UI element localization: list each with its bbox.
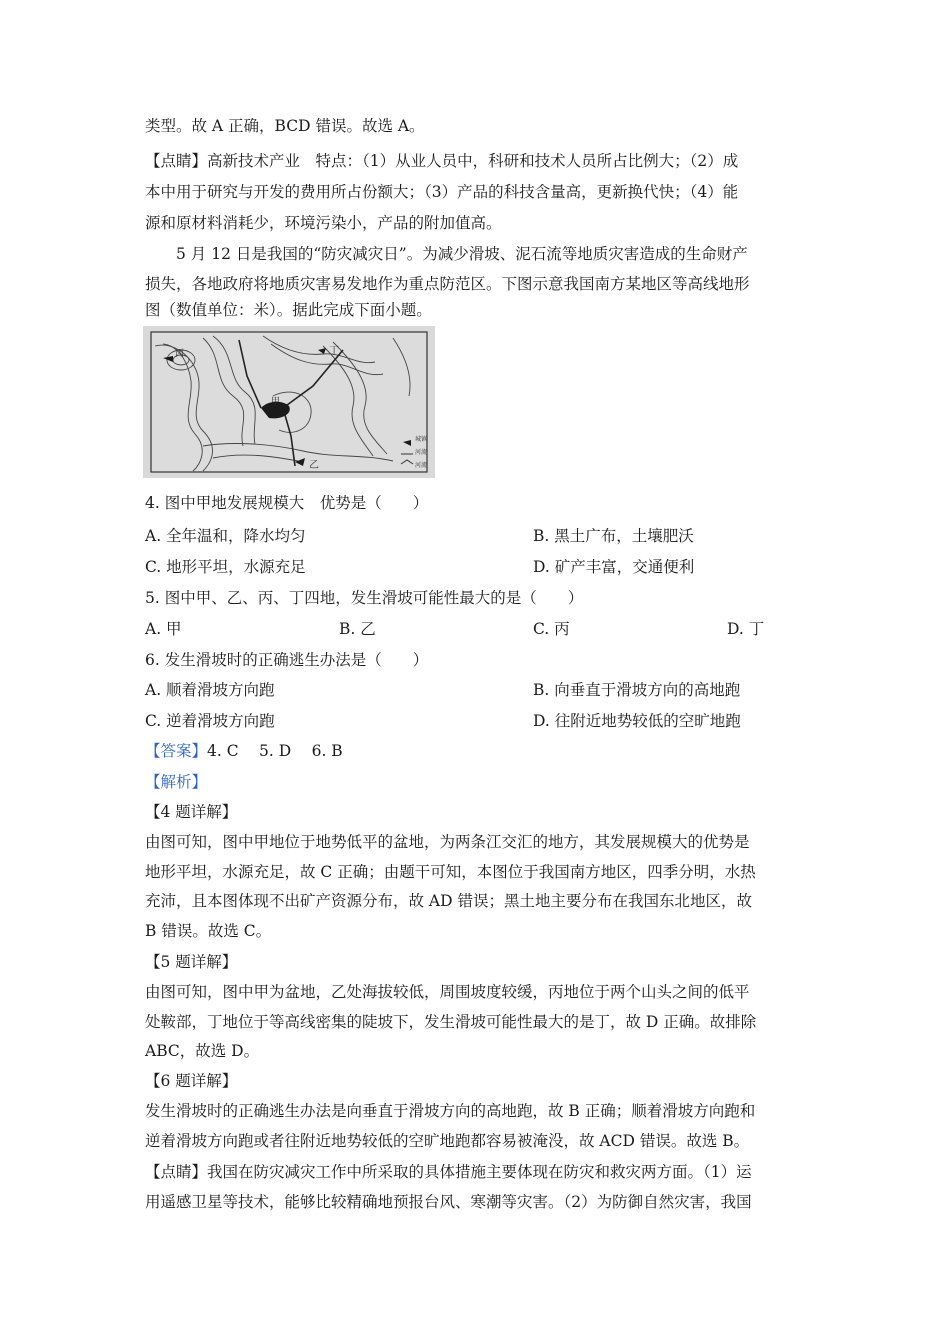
answer-line xyxy=(145,741,343,761)
question-4-stem: 4. 图中甲地发展规模大 优势是（ ） xyxy=(145,494,429,512)
intro-line: 5 月 12 日是我国的“防灾减灾日”。为减少滑坡、泥石流等地质灾害造成的生命财产 xyxy=(176,245,748,263)
map-label-bing: 丙 xyxy=(175,349,185,359)
detail-5-line: 由图可知，图中甲为盆地，乙处海拔较低，周围坡度较缓，丙地位于两个山头之间的低平 xyxy=(145,983,750,1001)
tip-line: 【点睛】我国在防灾减灾工作中所采取的具体措施主要体现在防灾和救灾两方面。（1）运 xyxy=(145,1163,752,1181)
detail-6-line: 发生滑坡时的正确逃生办法是向垂直于滑坡方向的高地跑，故 B 正确；顺着滑坡方向跑和 xyxy=(145,1102,756,1120)
detail-4-line: 由图可知，图中甲地位于地势低平的盆地，为两条江交汇的地方，其发展规模大的优势是 xyxy=(145,833,750,851)
text-line: 本中用于研究与开发的费用所占份额大；（3）产品的科技含量高，更新换代快；（4）能 xyxy=(145,183,739,201)
detail-6-heading: 【6 题详解】 xyxy=(145,1072,238,1090)
q6-option-c[interactable]: C. 逆着滑坡方向跑 xyxy=(145,712,275,730)
question-5-stem: 5. 图中甲、乙、丙、丁四地，发生滑坡可能性最大的是（ ） xyxy=(145,589,584,607)
detail-5-line: ABC，故选 D。 xyxy=(145,1042,260,1060)
detail-4-line: 充沛，且本图体现不出矿产资源分布，故 AD 错误；黑土地主要分布在我国东北地区，故 xyxy=(145,892,752,910)
map-label-ding: 丁 xyxy=(329,346,339,357)
detail-4-heading: 【4 题详解】 xyxy=(145,803,238,821)
map-legend-item: 河流 xyxy=(415,449,428,456)
q6-option-a[interactable]: A. 顺着滑坡方向跑 xyxy=(145,681,275,699)
detail-5-heading: 【5 题详解】 xyxy=(145,953,238,971)
text-line: 图（数值单位：米）。据此完成下面小题。 xyxy=(145,301,432,319)
q6-option-d[interactable]: D. 往附近地势较低的空旷地跑 xyxy=(533,712,741,730)
q6-option-b[interactable]: B. 向垂直于滑坡方向的高地跑 xyxy=(533,681,741,699)
detail-4-line: B 错误。故选 C。 xyxy=(145,922,272,940)
tip-line: 【点睛】高新技术产业 特点：（1）从业人员中，科研和技术人员所占比例大；（2）成 xyxy=(145,152,739,170)
map-legend-item: 河流 xyxy=(415,462,428,469)
detail-6-line: 逆着滑坡方向跑或者往附近地势较低的空旷地跑都容易被淹没，故 ACD 错误。故选 B。 xyxy=(145,1132,750,1150)
q5-option-c[interactable]: C. 丙 xyxy=(533,620,570,638)
tip-line: 用遥感卫星等技术，能够比较精确地预报台风、寒潮等灾害。（2）为防御自然灾害，我国 xyxy=(145,1193,752,1211)
map-label-yi: 乙 xyxy=(309,460,319,471)
text-line: 类型。故 A 正确，BCD 错误。故选 A。 xyxy=(145,117,425,135)
answer-tag: 【答案】 xyxy=(145,742,208,760)
q5-option-a[interactable]: A. 甲 xyxy=(145,620,182,638)
map-label-jia: 甲 xyxy=(271,397,281,407)
detail-5-line: 处鞍部，丁地位于等高线密集的陡坡下，发生滑坡可能性最大的是丁，故 D 正确。故排除 xyxy=(145,1013,757,1031)
question-6-stem: 6. 发生滑坡时的正确逃生办法是（ ） xyxy=(145,651,429,669)
text-line: 损失，各地政府将地质灾害易发地作为重点防范区。下图示意我国南方某地区等高线地形 xyxy=(145,275,750,293)
text-line: 源和原材料消耗少，环境污染小，产品的附加值高。 xyxy=(145,214,502,232)
q4-option-d[interactable]: D. 矿产丰富，交通便利 xyxy=(533,558,695,576)
q4-option-b[interactable]: B. 黑土广布，土壤肥沃 xyxy=(533,527,694,545)
answer-text: 4. C 5. D 6. B xyxy=(207,742,343,760)
q4-option-a[interactable]: A. 全年温和，降水均匀 xyxy=(145,527,306,545)
analysis-tag: 【解析】 xyxy=(145,773,208,791)
q4-option-c[interactable]: C. 地形平坦，水源充足 xyxy=(145,558,306,576)
q5-option-b[interactable]: B. 乙 xyxy=(339,620,376,638)
contour-map-drawing xyxy=(143,326,435,478)
detail-4-line: 地形平坦，水源充足，故 C 正确；由题干可知，本图位于我国南方地区，四季分明，水热 xyxy=(145,863,756,881)
contour-map-figure xyxy=(143,326,435,478)
q5-option-d[interactable]: D. 丁 xyxy=(727,620,765,638)
map-legend-item: 城镇 xyxy=(415,436,428,443)
